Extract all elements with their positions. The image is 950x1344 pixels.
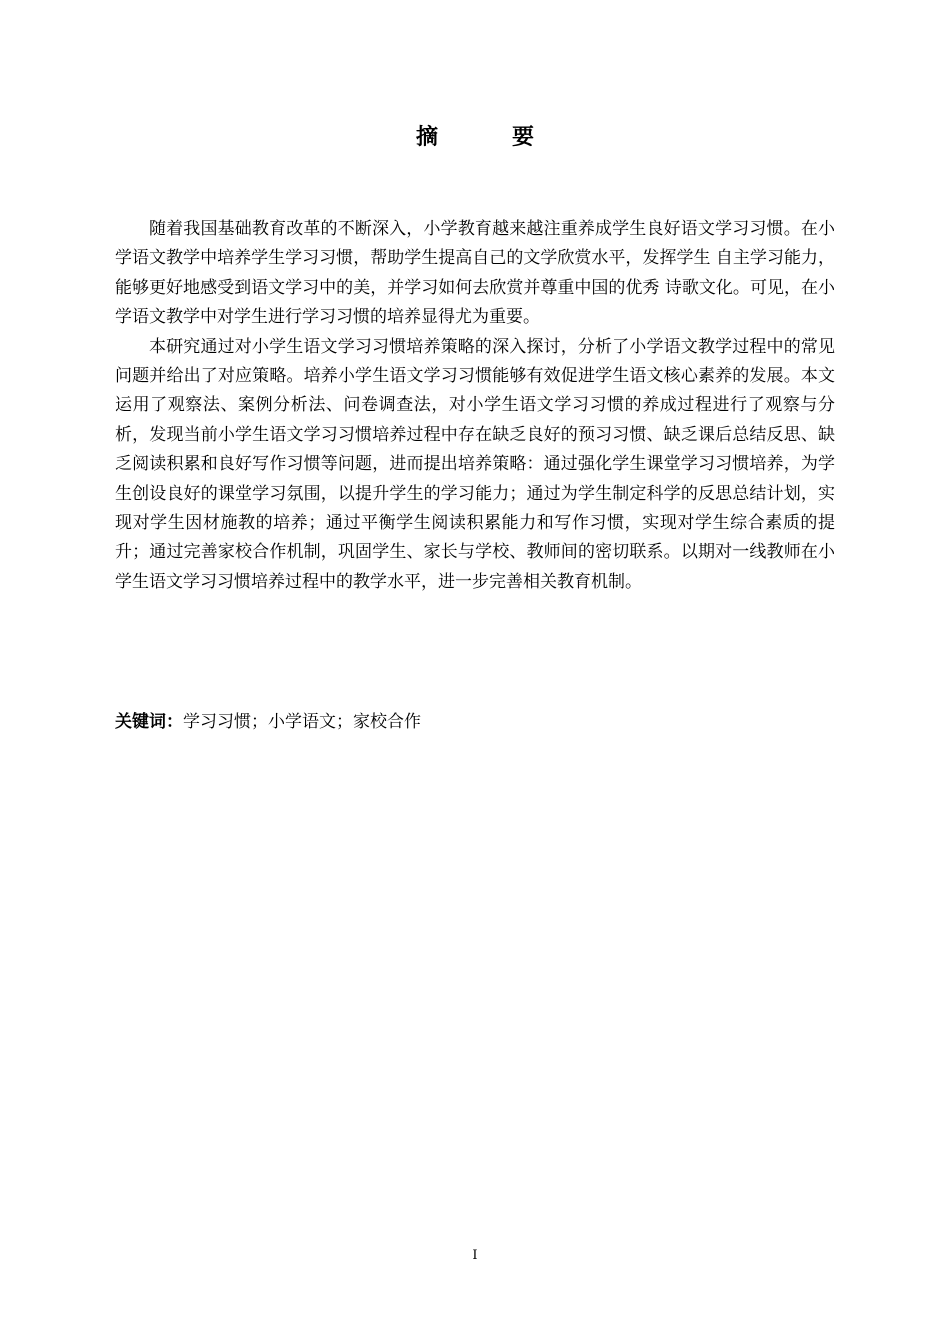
keywords-line — [115, 708, 835, 737]
abstract-title: 摘 要 — [415, 125, 560, 150]
abstract-body — [115, 215, 835, 597]
page-number: I — [472, 1248, 478, 1263]
abstract-paragraph-2: 本研究通过对小学生语文学习习惯培养策略的深入探讨，分析了小学语文教学过程中的常见问题并给出了对应策略。培养小学生语文学习习惯能够有效促进学生语文核心素养的发展。本文运用了观察法、案例分析法、问卷调查法，对小学生语文学习习惯的养成过程进行了观察与分析，发现当前小学生语文学习习惯培养过程中存在缺乏良好的预习习惯、缺乏课后总结反思、缺乏阅读积累和良好写作习惯等问题，进而提出培养策略：通过强化学生课堂学习习惯培养，为学生创设良好的课堂学习氛围，以提升学生的学习能力；通过为学生制定科学的反思总结计划，实现对学生因材施教的培养；通过平衡学生阅读积累能力和写作习惯，实现对学生综合素质的提升；通过完善家校合作机制，巩固学生、家长与学校、教师间的密切联系。以期对一线教师在小学生语文学习习惯培养过程中的教学水平，进一步完善相关教育机制。 — [115, 336, 835, 592]
keywords-label: 关键词： — [115, 712, 183, 732]
abstract-paragraph-1: 随着我国基础教育改革的不断深入，小学教育越来越注重养成学生良好语文学习习惯。在小学语文教学中培养学生学习习惯，帮助学生提高自己的文学欣赏水平，发挥学生 自主学习能力，能够更好地感受到语文学习中的美，并学习如何去欣赏并尊重中国的优秀 诗歌文化。可见，在小学语文教学中对学生进行学习习惯的培养显得尤为重要。 — [115, 219, 835, 328]
keywords-value: 学习习惯；小学语文；家校合作 — [183, 712, 421, 732]
